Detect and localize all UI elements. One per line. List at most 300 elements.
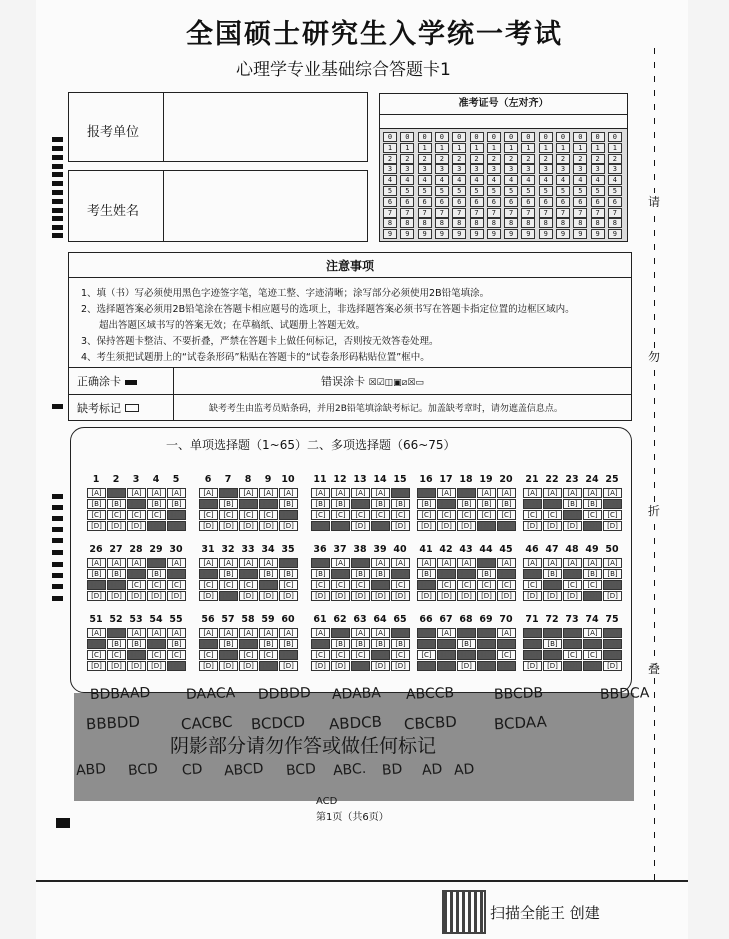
option-bubble[interactable]: [B] [563, 639, 582, 649]
id-digit-bubble[interactable]: 6 [573, 197, 587, 207]
option-bubble[interactable]: [D] [457, 591, 476, 601]
option-bubble[interactable]: [C] [167, 580, 186, 590]
option-bubble[interactable]: [C] [279, 650, 298, 660]
option-bubble[interactable]: [B] [583, 569, 602, 579]
option-bubble[interactable]: [D] [259, 591, 278, 601]
id-digit-bubble[interactable]: 9 [470, 229, 484, 239]
option-bubble[interactable]: [C] [147, 580, 166, 590]
id-digit-bubble[interactable]: 3 [539, 164, 553, 174]
option-bubble[interactable]: [A] [477, 558, 496, 568]
option-bubble[interactable]: [B] [477, 639, 496, 649]
option-bubble[interactable]: [C] [457, 650, 476, 660]
option-bubble[interactable]: [A] [457, 558, 476, 568]
id-digit-bubble[interactable]: 8 [573, 218, 587, 228]
id-digit-bubble[interactable]: 6 [556, 197, 570, 207]
option-bubble[interactable]: [B] [583, 639, 602, 649]
id-digit-bubble[interactable]: 9 [418, 229, 432, 239]
option-bubble[interactable]: [A] [563, 628, 582, 638]
option-bubble[interactable]: [C] [603, 580, 622, 590]
option-bubble[interactable]: [A] [199, 628, 218, 638]
id-digit-bubble[interactable]: 5 [539, 186, 553, 196]
option-bubble[interactable]: [D] [311, 521, 330, 531]
option-bubble[interactable]: [D] [239, 661, 258, 671]
option-bubble[interactable]: [A] [603, 558, 622, 568]
option-bubble[interactable]: [B] [127, 499, 146, 509]
option-bubble[interactable]: [C] [219, 580, 238, 590]
id-digit-bubble[interactable]: 8 [608, 218, 622, 228]
id-digit-bubble[interactable]: 4 [487, 175, 501, 185]
option-bubble[interactable]: [A] [107, 558, 126, 568]
option-bubble[interactable]: [A] [239, 628, 258, 638]
option-bubble[interactable]: [D] [167, 661, 186, 671]
option-bubble[interactable]: [B] [497, 639, 516, 649]
id-digit-bubble[interactable]: 7 [504, 208, 518, 218]
option-bubble[interactable]: [B] [147, 499, 166, 509]
option-bubble[interactable]: [D] [391, 521, 410, 531]
option-bubble[interactable]: [B] [167, 569, 186, 579]
option-bubble[interactable]: [D] [523, 661, 542, 671]
option-bubble[interactable]: [A] [417, 628, 436, 638]
option-bubble[interactable]: [C] [147, 510, 166, 520]
id-digit-bubble[interactable]: 3 [591, 164, 605, 174]
option-bubble[interactable]: [D] [371, 661, 390, 671]
option-bubble[interactable]: [B] [457, 499, 476, 509]
option-bubble[interactable]: [C] [311, 650, 330, 660]
option-bubble[interactable]: [A] [127, 488, 146, 498]
option-bubble[interactable]: [D] [259, 661, 278, 671]
option-bubble[interactable]: [A] [279, 558, 298, 568]
id-digit-bubble[interactable]: 9 [521, 229, 535, 239]
id-digit-bubble[interactable]: 2 [521, 154, 535, 164]
id-digit-bubble[interactable]: 9 [487, 229, 501, 239]
option-bubble[interactable]: [B] [523, 499, 542, 509]
option-bubble[interactable]: [C] [87, 650, 106, 660]
option-bubble[interactable]: [D] [563, 591, 582, 601]
id-digit-bubble[interactable]: 7 [487, 208, 501, 218]
option-bubble[interactable]: [B] [583, 499, 602, 509]
option-bubble[interactable]: [B] [219, 639, 238, 649]
option-bubble[interactable]: [A] [543, 488, 562, 498]
option-bubble[interactable]: [D] [199, 521, 218, 531]
option-bubble[interactable]: [D] [279, 661, 298, 671]
id-digit-bubble[interactable]: 9 [556, 229, 570, 239]
id-digit-bubble[interactable]: 9 [452, 229, 466, 239]
option-bubble[interactable]: [A] [239, 488, 258, 498]
option-bubble[interactable]: [A] [603, 628, 622, 638]
id-digit-bubble[interactable]: 4 [452, 175, 466, 185]
id-digit-bubble[interactable]: 3 [470, 164, 484, 174]
option-bubble[interactable]: [A] [147, 628, 166, 638]
option-bubble[interactable]: [A] [167, 488, 186, 498]
option-bubble[interactable]: [A] [523, 628, 542, 638]
option-bubble[interactable]: [B] [497, 499, 516, 509]
option-bubble[interactable]: [D] [311, 661, 330, 671]
id-digit-bubble[interactable]: 5 [504, 186, 518, 196]
option-bubble[interactable]: [C] [199, 650, 218, 660]
option-bubble[interactable]: [A] [603, 488, 622, 498]
option-bubble[interactable]: [A] [87, 488, 106, 498]
id-digit-bubble[interactable]: 0 [591, 132, 605, 142]
option-bubble[interactable]: [C] [331, 510, 350, 520]
option-bubble[interactable]: [B] [563, 569, 582, 579]
id-digit-bubble[interactable]: 2 [504, 154, 518, 164]
option-bubble[interactable]: [D] [437, 521, 456, 531]
option-bubble[interactable]: [C] [239, 580, 258, 590]
option-bubble[interactable]: [A] [477, 628, 496, 638]
option-bubble[interactable]: [A] [477, 488, 496, 498]
id-digit-bubble[interactable]: 2 [383, 154, 397, 164]
id-digit-bubble[interactable]: 7 [383, 208, 397, 218]
id-digit-bubble[interactable]: 8 [591, 218, 605, 228]
id-digit-bubble[interactable]: 3 [452, 164, 466, 174]
id-digit-bubble[interactable]: 3 [521, 164, 535, 174]
option-bubble[interactable]: [B] [563, 499, 582, 509]
option-bubble[interactable]: [B] [603, 569, 622, 579]
option-bubble[interactable]: [D] [127, 521, 146, 531]
option-bubble[interactable]: [B] [279, 569, 298, 579]
option-bubble[interactable]: [D] [239, 521, 258, 531]
id-digit-bubble[interactable]: 8 [487, 218, 501, 228]
option-bubble[interactable]: [A] [543, 558, 562, 568]
option-bubble[interactable]: [D] [107, 591, 126, 601]
id-digit-bubble[interactable]: 9 [435, 229, 449, 239]
id-digit-bubble[interactable]: 3 [504, 164, 518, 174]
option-bubble[interactable]: [C] [391, 580, 410, 590]
option-bubble[interactable]: [B] [199, 499, 218, 509]
option-bubble[interactable]: [D] [543, 661, 562, 671]
option-bubble[interactable]: [D] [219, 591, 238, 601]
option-bubble[interactable]: [B] [371, 639, 390, 649]
option-bubble[interactable]: [B] [107, 569, 126, 579]
option-bubble[interactable]: [A] [351, 558, 370, 568]
option-bubble[interactable]: [C] [371, 650, 390, 660]
option-bubble[interactable]: [A] [563, 488, 582, 498]
option-bubble[interactable]: [B] [311, 639, 330, 649]
option-bubble[interactable]: [C] [497, 650, 516, 660]
id-digit-bubble[interactable]: 1 [418, 143, 432, 153]
option-bubble[interactable]: [B] [147, 569, 166, 579]
option-bubble[interactable]: [D] [219, 521, 238, 531]
option-bubble[interactable]: [B] [543, 499, 562, 509]
id-digit-bubble[interactable]: 4 [608, 175, 622, 185]
id-digit-bubble[interactable]: 7 [556, 208, 570, 218]
option-bubble[interactable]: [D] [371, 591, 390, 601]
option-bubble[interactable]: [B] [259, 639, 278, 649]
option-bubble[interactable]: [D] [523, 591, 542, 601]
id-digit-bubble[interactable]: 0 [504, 132, 518, 142]
option-bubble[interactable]: [D] [127, 591, 146, 601]
option-bubble[interactable]: [D] [583, 661, 602, 671]
id-digit-bubble[interactable]: 7 [573, 208, 587, 218]
option-bubble[interactable]: [C] [279, 510, 298, 520]
id-digit-bubble[interactable]: 1 [591, 143, 605, 153]
id-digit-bubble[interactable]: 5 [400, 186, 414, 196]
option-bubble[interactable]: [C] [457, 510, 476, 520]
option-bubble[interactable]: [A] [351, 488, 370, 498]
option-bubble[interactable]: [C] [543, 650, 562, 660]
option-bubble[interactable]: [B] [523, 639, 542, 649]
id-digit-bubble[interactable]: 9 [608, 229, 622, 239]
option-bubble[interactable]: [B] [279, 639, 298, 649]
id-digit-bubble[interactable]: 8 [452, 218, 466, 228]
id-digit-bubble[interactable]: 9 [573, 229, 587, 239]
option-bubble[interactable]: [D] [351, 591, 370, 601]
option-bubble[interactable]: [C] [311, 510, 330, 520]
option-bubble[interactable]: [C] [259, 580, 278, 590]
option-bubble[interactable]: [A] [543, 628, 562, 638]
option-bubble[interactable]: [B] [543, 639, 562, 649]
option-bubble[interactable]: [C] [583, 580, 602, 590]
option-bubble[interactable]: [C] [477, 580, 496, 590]
option-bubble[interactable]: [A] [497, 558, 516, 568]
option-bubble[interactable]: [B] [147, 639, 166, 649]
option-bubble[interactable]: [C] [497, 510, 516, 520]
option-bubble[interactable]: [B] [603, 499, 622, 509]
option-bubble[interactable]: [D] [351, 661, 370, 671]
id-digit-bubble[interactable]: 5 [608, 186, 622, 196]
option-bubble[interactable]: [A] [457, 628, 476, 638]
option-bubble[interactable]: [B] [199, 639, 218, 649]
option-bubble[interactable]: [A] [167, 558, 186, 568]
id-digit-bubble[interactable]: 0 [521, 132, 535, 142]
option-bubble[interactable]: [C] [219, 510, 238, 520]
option-bubble[interactable]: [B] [311, 569, 330, 579]
id-digit-bubble[interactable]: 5 [487, 186, 501, 196]
option-bubble[interactable]: [D] [167, 521, 186, 531]
option-bubble[interactable]: [C] [523, 580, 542, 590]
option-bubble[interactable]: [C] [391, 650, 410, 660]
option-bubble[interactable]: [A] [523, 558, 542, 568]
option-bubble[interactable]: [A] [127, 628, 146, 638]
option-bubble[interactable]: [A] [107, 488, 126, 498]
id-digit-bubble[interactable]: 0 [435, 132, 449, 142]
option-bubble[interactable]: [D] [279, 521, 298, 531]
option-bubble[interactable]: [A] [497, 628, 516, 638]
option-bubble[interactable]: [B] [107, 499, 126, 509]
option-bubble[interactable]: [D] [311, 591, 330, 601]
option-bubble[interactable]: [D] [583, 521, 602, 531]
id-digit-bubble[interactable]: 2 [452, 154, 466, 164]
option-bubble[interactable]: [D] [371, 521, 390, 531]
option-bubble[interactable]: [A] [147, 558, 166, 568]
option-bubble[interactable]: [C] [351, 510, 370, 520]
id-digit-bubble[interactable]: 5 [452, 186, 466, 196]
id-digit-bubble[interactable]: 3 [383, 164, 397, 174]
id-digit-bubble[interactable]: 0 [556, 132, 570, 142]
option-bubble[interactable]: [B] [417, 499, 436, 509]
option-bubble[interactable]: [A] [457, 488, 476, 498]
option-bubble[interactable]: [A] [87, 628, 106, 638]
option-bubble[interactable]: [B] [457, 639, 476, 649]
id-digit-bubble[interactable]: 8 [556, 218, 570, 228]
option-bubble[interactable]: [D] [87, 591, 106, 601]
id-digit-bubble[interactable]: 7 [470, 208, 484, 218]
id-digit-bubble[interactable]: 8 [521, 218, 535, 228]
id-digit-bubble[interactable]: 7 [418, 208, 432, 218]
option-bubble[interactable]: [B] [167, 639, 186, 649]
option-bubble[interactable]: [A] [331, 628, 350, 638]
option-bubble[interactable]: [D] [417, 661, 436, 671]
option-bubble[interactable]: [A] [311, 488, 330, 498]
option-bubble[interactable]: [A] [583, 628, 602, 638]
option-bubble[interactable]: [D] [87, 661, 106, 671]
option-bubble[interactable]: [B] [87, 639, 106, 649]
option-bubble[interactable]: [A] [259, 488, 278, 498]
option-bubble[interactable]: [D] [147, 521, 166, 531]
option-bubble[interactable]: [D] [543, 521, 562, 531]
option-bubble[interactable]: [D] [477, 661, 496, 671]
option-bubble[interactable]: [D] [87, 521, 106, 531]
option-bubble[interactable]: [D] [107, 521, 126, 531]
option-bubble[interactable]: [A] [219, 628, 238, 638]
option-bubble[interactable]: [B] [437, 499, 456, 509]
id-digit-bubble[interactable]: 5 [573, 186, 587, 196]
option-bubble[interactable]: [A] [199, 488, 218, 498]
option-bubble[interactable]: [D] [107, 661, 126, 671]
option-bubble[interactable]: [A] [563, 558, 582, 568]
option-bubble[interactable]: [B] [127, 569, 146, 579]
option-bubble[interactable]: [A] [417, 488, 436, 498]
option-bubble[interactable]: [A] [583, 488, 602, 498]
id-digit-bubble[interactable]: 6 [521, 197, 535, 207]
id-digit-bubble[interactable]: 3 [435, 164, 449, 174]
option-bubble[interactable]: [A] [311, 628, 330, 638]
option-bubble[interactable]: [A] [259, 558, 278, 568]
option-bubble[interactable]: [D] [331, 521, 350, 531]
id-digit-bubble[interactable]: 9 [383, 229, 397, 239]
option-bubble[interactable]: [D] [147, 661, 166, 671]
option-bubble[interactable]: [C] [603, 650, 622, 660]
option-bubble[interactable]: [A] [147, 488, 166, 498]
option-bubble[interactable]: [C] [107, 580, 126, 590]
option-bubble[interactable]: [C] [417, 510, 436, 520]
option-bubble[interactable]: [D] [331, 591, 350, 601]
option-bubble[interactable]: [B] [523, 569, 542, 579]
id-digit-bubble[interactable]: 1 [452, 143, 466, 153]
option-bubble[interactable]: [C] [259, 650, 278, 660]
option-bubble[interactable]: [C] [199, 580, 218, 590]
id-digit-bubble[interactable]: 6 [383, 197, 397, 207]
option-bubble[interactable]: [C] [437, 510, 456, 520]
id-digit-bubble[interactable]: 5 [556, 186, 570, 196]
option-bubble[interactable]: [B] [311, 499, 330, 509]
option-bubble[interactable]: [C] [127, 510, 146, 520]
option-bubble[interactable]: [C] [583, 650, 602, 660]
option-bubble[interactable]: [C] [259, 510, 278, 520]
option-bubble[interactable]: [C] [87, 510, 106, 520]
option-bubble[interactable]: [C] [199, 510, 218, 520]
id-digit-bubble[interactable]: 9 [504, 229, 518, 239]
id-digit-bubble[interactable]: 9 [539, 229, 553, 239]
option-bubble[interactable]: [B] [417, 569, 436, 579]
option-bubble[interactable]: [C] [583, 510, 602, 520]
option-bubble[interactable]: [C] [477, 650, 496, 660]
id-digit-bubble[interactable]: 4 [435, 175, 449, 185]
id-digit-bubble[interactable]: 6 [452, 197, 466, 207]
option-bubble[interactable]: [C] [543, 580, 562, 590]
id-digit-bubble[interactable]: 1 [608, 143, 622, 153]
id-digit-bubble[interactable]: 2 [573, 154, 587, 164]
id-digit-bubble[interactable]: 6 [400, 197, 414, 207]
id-digit-bubble[interactable]: 3 [573, 164, 587, 174]
option-bubble[interactable]: [D] [417, 521, 436, 531]
option-bubble[interactable]: [A] [167, 628, 186, 638]
id-digit-bubble[interactable]: 0 [400, 132, 414, 142]
option-bubble[interactable]: [C] [523, 510, 542, 520]
option-bubble[interactable]: [D] [477, 591, 496, 601]
option-bubble[interactable]: [D] [497, 661, 516, 671]
option-bubble[interactable]: [C] [311, 580, 330, 590]
id-digit-bubble[interactable]: 8 [539, 218, 553, 228]
id-digit-bubble[interactable]: 5 [470, 186, 484, 196]
option-bubble[interactable]: [A] [437, 558, 456, 568]
id-digit-bubble[interactable]: 2 [556, 154, 570, 164]
id-digit-bubble[interactable]: 5 [418, 186, 432, 196]
option-bubble[interactable]: [D] [437, 661, 456, 671]
option-bubble[interactable]: [B] [477, 569, 496, 579]
option-bubble[interactable]: [D] [199, 591, 218, 601]
option-bubble[interactable]: [B] [391, 569, 410, 579]
option-bubble[interactable]: [D] [259, 521, 278, 531]
id-digit-bubble[interactable]: 2 [400, 154, 414, 164]
option-bubble[interactable]: [B] [391, 639, 410, 649]
id-digit-bubble[interactable]: 2 [539, 154, 553, 164]
option-bubble[interactable]: [D] [563, 661, 582, 671]
id-digit-bubble[interactable]: 6 [591, 197, 605, 207]
id-digit-bubble[interactable]: 8 [383, 218, 397, 228]
option-bubble[interactable]: [A] [107, 628, 126, 638]
option-bubble[interactable]: [D] [477, 521, 496, 531]
option-bubble[interactable]: [D] [391, 661, 410, 671]
option-bubble[interactable]: [C] [523, 650, 542, 660]
option-bubble[interactable]: [B] [167, 499, 186, 509]
id-digit-bubble[interactable]: 2 [470, 154, 484, 164]
option-bubble[interactable]: [D] [457, 661, 476, 671]
id-digit-bubble[interactable]: 1 [487, 143, 501, 153]
option-bubble[interactable]: [A] [391, 628, 410, 638]
option-bubble[interactable]: [C] [239, 650, 258, 660]
option-bubble[interactable]: [B] [219, 569, 238, 579]
option-bubble[interactable]: [C] [167, 650, 186, 660]
option-bubble[interactable]: [A] [391, 488, 410, 498]
option-bubble[interactable]: [C] [87, 580, 106, 590]
id-digit-bubble[interactable]: 1 [556, 143, 570, 153]
option-bubble[interactable]: [B] [259, 499, 278, 509]
id-digit-bubble[interactable]: 0 [608, 132, 622, 142]
option-bubble[interactable]: [C] [391, 510, 410, 520]
id-digit-bubble[interactable]: 8 [504, 218, 518, 228]
option-bubble[interactable]: [C] [239, 510, 258, 520]
option-bubble[interactable]: [B] [603, 639, 622, 649]
option-bubble[interactable]: [C] [331, 650, 350, 660]
id-digit-bubble[interactable]: 4 [521, 175, 535, 185]
id-digit-bubble[interactable]: 4 [400, 175, 414, 185]
id-digit-bubble[interactable]: 2 [418, 154, 432, 164]
option-bubble[interactable]: [A] [87, 558, 106, 568]
id-digit-bubble[interactable]: 0 [539, 132, 553, 142]
id-digit-bubble[interactable]: 3 [556, 164, 570, 174]
option-bubble[interactable]: [B] [371, 499, 390, 509]
option-bubble[interactable]: [C] [477, 510, 496, 520]
option-bubble[interactable]: [A] [199, 558, 218, 568]
id-digit-bubble[interactable]: 4 [573, 175, 587, 185]
id-digit-bubble[interactable]: 0 [383, 132, 397, 142]
id-digit-bubble[interactable]: 8 [435, 218, 449, 228]
id-digit-bubble[interactable]: 7 [539, 208, 553, 218]
option-bubble[interactable]: [C] [371, 510, 390, 520]
id-digit-bubble[interactable]: 6 [608, 197, 622, 207]
option-bubble[interactable]: [C] [219, 650, 238, 660]
